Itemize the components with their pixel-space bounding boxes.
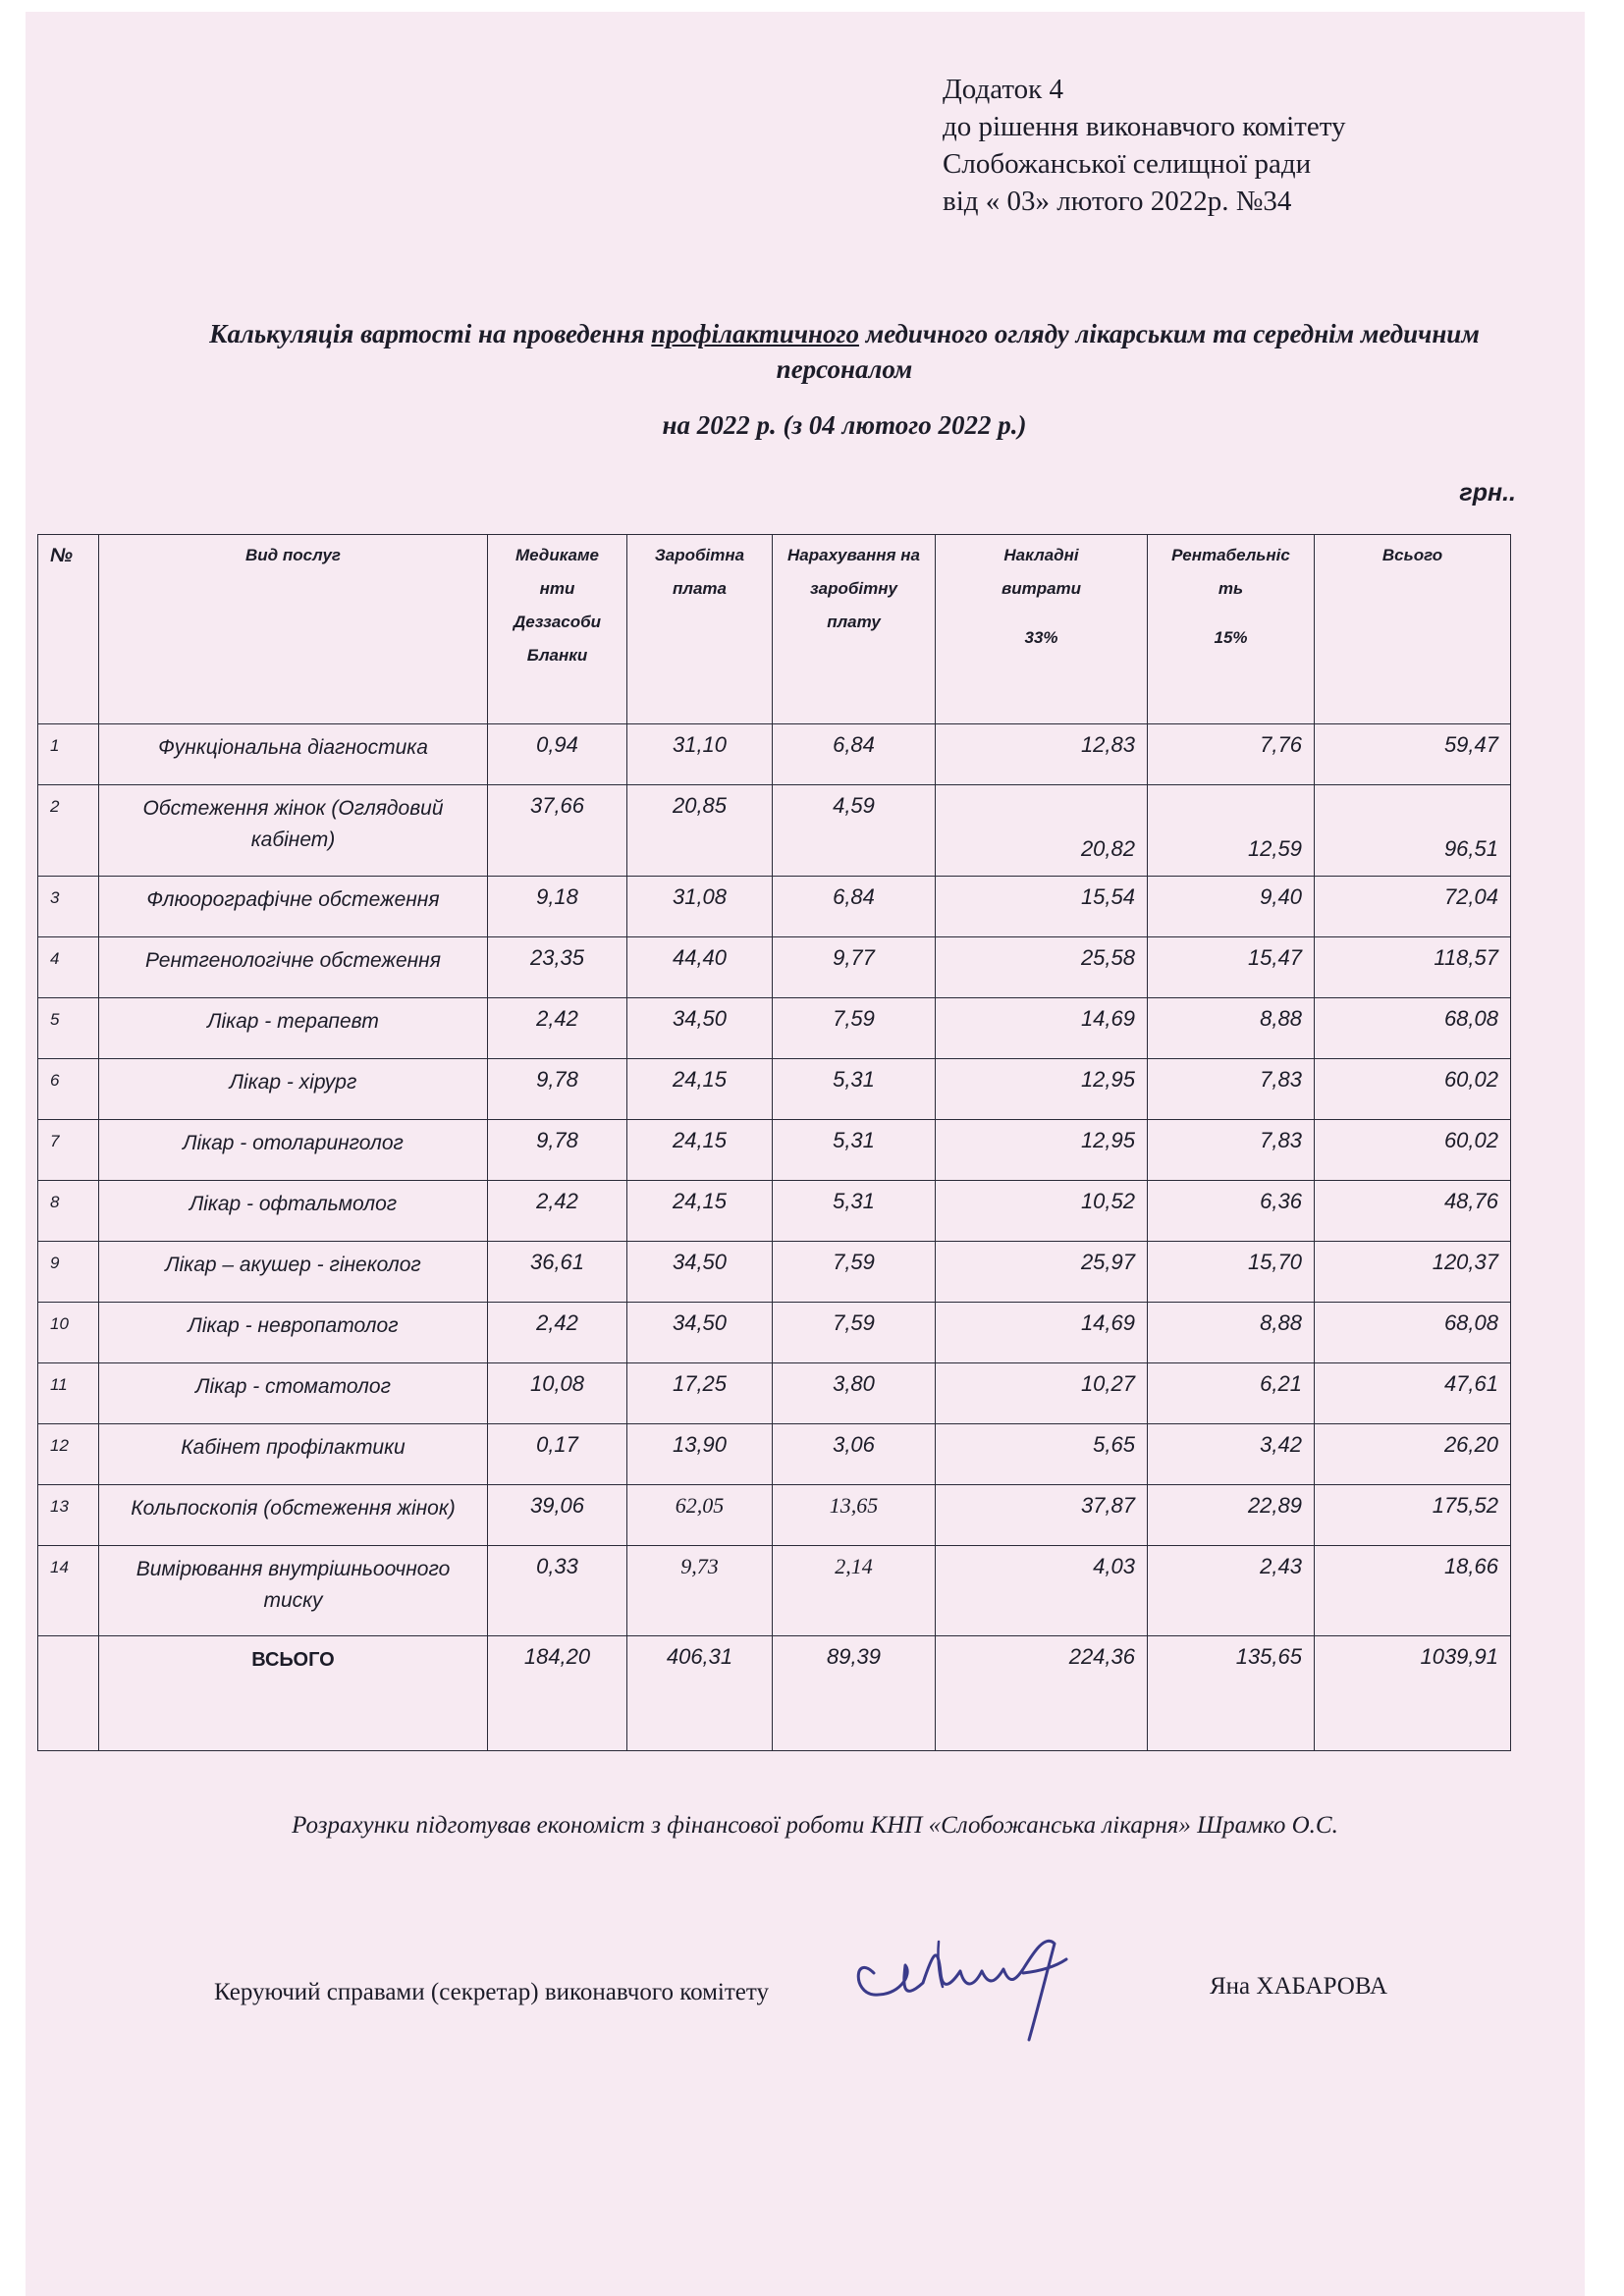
row-number: 3: [38, 877, 99, 937]
row-meds: 2,42: [488, 1181, 627, 1242]
row-overhead: 14,69: [936, 1303, 1148, 1363]
row-meds: 37,66: [488, 785, 627, 877]
row-profit: 2,43: [1148, 1546, 1315, 1636]
row-number: 1: [38, 724, 99, 785]
header-charges-l2: заробітну: [810, 579, 897, 598]
header-salary-l2: плата: [673, 579, 727, 598]
manager-title: Керуючий справами (секретар) виконавчого комітету: [214, 1979, 769, 2005]
row-profit: 6,36: [1148, 1181, 1315, 1242]
row-profit: 15,47: [1148, 937, 1315, 998]
row-total: 118,57: [1315, 937, 1511, 998]
header-meds-l1: Медикаме: [514, 546, 600, 564]
row-number: 6: [38, 1059, 99, 1120]
row-meds: 0,17: [488, 1424, 627, 1485]
row-service: Кабінет профілактики: [99, 1424, 488, 1485]
title-underlined: профілактичного: [651, 319, 859, 348]
totals-profit: 135,65: [1148, 1636, 1315, 1751]
row-charges: 7,59: [773, 998, 936, 1059]
row-meds: 9,78: [488, 1120, 627, 1181]
row-service: Лікар - офтальмолог: [99, 1181, 488, 1242]
header-charges-l1: Нарахування на: [787, 546, 920, 564]
header-meds-l3: Деззасоби: [513, 613, 602, 631]
row-service: Лікар - невропатолог: [99, 1303, 488, 1363]
row-profit: 6,21: [1148, 1363, 1315, 1424]
manager-name: Яна ХАБАРОВА: [1210, 1973, 1388, 2000]
row-profit: 12,59: [1148, 785, 1315, 877]
row-charges: 7,59: [773, 1303, 936, 1363]
scan-margin-top: [0, 0, 1624, 12]
title-part1: Калькуляція вартості на проведення: [209, 319, 652, 348]
table-row: [38, 1120, 1511, 1181]
row-charges: 5,31: [773, 1120, 936, 1181]
scan-margin-left: [0, 0, 26, 2296]
row-meds: 10,08: [488, 1363, 627, 1424]
row-salary: 17,25: [627, 1363, 773, 1424]
totals-salary: 406,31: [627, 1636, 773, 1751]
cost-table: [37, 534, 1511, 1751]
row-meds: 2,42: [488, 998, 627, 1059]
row-profit: 7,83: [1148, 1059, 1315, 1120]
row-overhead: 12,83: [936, 724, 1148, 785]
row-total: 60,02: [1315, 1059, 1511, 1120]
row-total: 68,08: [1315, 1303, 1511, 1363]
row-number: 12: [38, 1424, 99, 1485]
header-profit-l1: Рентабельніс: [1171, 546, 1290, 564]
row-service: Рентгенологічне обстеження: [99, 937, 488, 998]
totals-label: ВСЬОГО: [99, 1636, 488, 1751]
row-salary: 31,10: [627, 724, 773, 785]
title-part2: медичного огляду лікарським та середнім медичним персоналом: [776, 319, 1480, 384]
row-salary: 20,85: [627, 785, 773, 877]
header-profit: [1148, 535, 1315, 724]
header-meds-l2: нти: [539, 579, 575, 598]
row-charges: 2,14: [773, 1546, 936, 1636]
table-row: [38, 998, 1511, 1059]
table-row: [38, 1181, 1511, 1242]
row-salary: 34,50: [627, 1303, 773, 1363]
table-row: [38, 877, 1511, 937]
row-profit: 7,76: [1148, 724, 1315, 785]
row-charges: 4,59: [773, 785, 936, 877]
row-number: 13: [38, 1485, 99, 1546]
row-meds: 39,06: [488, 1485, 627, 1546]
row-total: 120,37: [1315, 1242, 1511, 1303]
table-row: [38, 1059, 1511, 1120]
row-service: Лікар - отоларинголог: [99, 1120, 488, 1181]
header-salary-l1: Заробітна: [654, 546, 745, 564]
row-service: Лікар - стоматолог: [99, 1363, 488, 1424]
annex-council: Слобожанської селищної ради: [943, 148, 1312, 180]
row-service: Вимірювання внутрішньоочного тиску: [99, 1546, 488, 1636]
row-number: 10: [38, 1303, 99, 1363]
row-meds: 0,94: [488, 724, 627, 785]
row-meds: 9,18: [488, 877, 627, 937]
row-charges: 5,31: [773, 1059, 936, 1120]
row-salary: 9,73: [627, 1546, 773, 1636]
row-salary: 44,40: [627, 937, 773, 998]
row-number: 11: [38, 1363, 99, 1424]
annex-date: від « 03» лютого 2022р. №34: [943, 186, 1292, 217]
currency-label: грн..: [1459, 479, 1516, 507]
handwritten-signature: [844, 1914, 1119, 2042]
row-service: Обстеження жінок (Оглядовий кабінет): [99, 785, 488, 877]
row-charges: 6,84: [773, 724, 936, 785]
row-charges: 9,77: [773, 937, 936, 998]
row-salary: 34,50: [627, 1242, 773, 1303]
annex-decision: до рішення виконавчого комітету: [943, 111, 1346, 142]
table-row: [38, 1424, 1511, 1485]
prepared-by-note: Розрахунки підготував економіст з фінансової роботи КНП «Слобожанська лікарня» Шрамко О.С.: [292, 1812, 1338, 1839]
totals-charges: 89,39: [773, 1636, 936, 1751]
table-row: [38, 724, 1511, 785]
row-number: 9: [38, 1242, 99, 1303]
header-profit-pct: 15%: [1214, 628, 1248, 647]
header-total: Всього: [1315, 535, 1511, 724]
row-service: Лікар – акушер - гінеколог: [99, 1242, 488, 1303]
row-overhead: 4,03: [936, 1546, 1148, 1636]
table-row: [38, 1303, 1511, 1363]
row-total: 175,52: [1315, 1485, 1511, 1546]
table-row: [38, 1242, 1511, 1303]
row-number: 4: [38, 937, 99, 998]
row-total: 68,08: [1315, 998, 1511, 1059]
row-total: 26,20: [1315, 1424, 1511, 1485]
table-header-row: [38, 535, 1511, 724]
row-service: Кольпоскопія (обстеження жінок): [99, 1485, 488, 1546]
row-profit: 7,83: [1148, 1120, 1315, 1181]
row-meds: 36,61: [488, 1242, 627, 1303]
table-row: [38, 1546, 1511, 1636]
row-service: Лікар - терапевт: [99, 998, 488, 1059]
row-salary: 24,15: [627, 1059, 773, 1120]
row-total: 18,66: [1315, 1546, 1511, 1636]
totals-total: 1039,91: [1315, 1636, 1511, 1751]
row-overhead: 10,27: [936, 1363, 1148, 1424]
header-charges: [773, 535, 936, 724]
row-charges: 3,80: [773, 1363, 936, 1424]
row-total: 72,04: [1315, 877, 1511, 937]
row-number: 8: [38, 1181, 99, 1242]
document-subtitle: на 2022 р. (з 04 лютого 2022 р.): [662, 410, 1027, 440]
row-overhead: 14,69: [936, 998, 1148, 1059]
annex-number: Додаток 4: [943, 74, 1063, 105]
header-overhead-l1: Накладні: [1003, 546, 1079, 564]
row-overhead: 37,87: [936, 1485, 1148, 1546]
table-row: [38, 937, 1511, 998]
row-charges: 5,31: [773, 1181, 936, 1242]
row-total: 59,47: [1315, 724, 1511, 785]
row-charges: 7,59: [773, 1242, 936, 1303]
row-meds: 2,42: [488, 1303, 627, 1363]
document-title: [147, 316, 1542, 387]
row-salary: 24,15: [627, 1181, 773, 1242]
row-service: Лікар - хірург: [99, 1059, 488, 1120]
row-salary: 34,50: [627, 998, 773, 1059]
header-charges-l3: плату: [827, 613, 881, 631]
row-profit: 3,42: [1148, 1424, 1315, 1485]
row-profit: 8,88: [1148, 1303, 1315, 1363]
row-profit: 8,88: [1148, 998, 1315, 1059]
row-overhead: 12,95: [936, 1059, 1148, 1120]
row-meds: 0,33: [488, 1546, 627, 1636]
row-service: Функціональна діагностика: [99, 724, 488, 785]
row-charges: 13,65: [773, 1485, 936, 1546]
row-salary: 62,05: [627, 1485, 773, 1546]
row-meds: 23,35: [488, 937, 627, 998]
row-service: Флюорографічне обстеження: [99, 877, 488, 937]
row-charges: 3,06: [773, 1424, 936, 1485]
row-number: 5: [38, 998, 99, 1059]
row-profit: 15,70: [1148, 1242, 1315, 1303]
header-salary: [627, 535, 773, 724]
row-profit: 9,40: [1148, 877, 1315, 937]
scan-margin-right: [1585, 0, 1624, 2296]
table-row: [38, 1363, 1511, 1424]
row-salary: 31,08: [627, 877, 773, 937]
row-overhead: 5,65: [936, 1424, 1148, 1485]
row-total: 60,02: [1315, 1120, 1511, 1181]
row-profit: 22,89: [1148, 1485, 1315, 1546]
totals-empty-cell: [38, 1636, 99, 1751]
row-overhead: 12,95: [936, 1120, 1148, 1181]
row-meds: 9,78: [488, 1059, 627, 1120]
row-salary: 24,15: [627, 1120, 773, 1181]
header-meds-l4: Бланки: [526, 646, 588, 665]
row-charges: 6,84: [773, 877, 936, 937]
row-number: 14: [38, 1546, 99, 1636]
row-total: 47,61: [1315, 1363, 1511, 1424]
annex-header: [943, 71, 1346, 220]
row-overhead: 25,58: [936, 937, 1148, 998]
row-number: 2: [38, 785, 99, 877]
header-profit-l2: ть: [1218, 579, 1244, 598]
table-row: [38, 785, 1511, 877]
header-meds: [488, 535, 627, 724]
header-num: №: [38, 535, 99, 724]
row-salary: 13,90: [627, 1424, 773, 1485]
totals-meds: 184,20: [488, 1636, 627, 1751]
row-overhead: 25,97: [936, 1242, 1148, 1303]
row-overhead: 20,82: [936, 785, 1148, 877]
header-overhead-pct: 33%: [1024, 628, 1058, 647]
header-overhead-l2: витрати: [1001, 579, 1082, 598]
row-number: 7: [38, 1120, 99, 1181]
row-overhead: 15,54: [936, 877, 1148, 937]
header-service: Вид послуг: [99, 535, 488, 724]
row-total: 96,51: [1315, 785, 1511, 877]
row-total: 48,76: [1315, 1181, 1511, 1242]
totals-row: [38, 1636, 1511, 1751]
table-row: [38, 1485, 1511, 1546]
row-overhead: 10,52: [936, 1181, 1148, 1242]
totals-overhead: 224,36: [936, 1636, 1148, 1751]
header-overhead: [936, 535, 1148, 724]
